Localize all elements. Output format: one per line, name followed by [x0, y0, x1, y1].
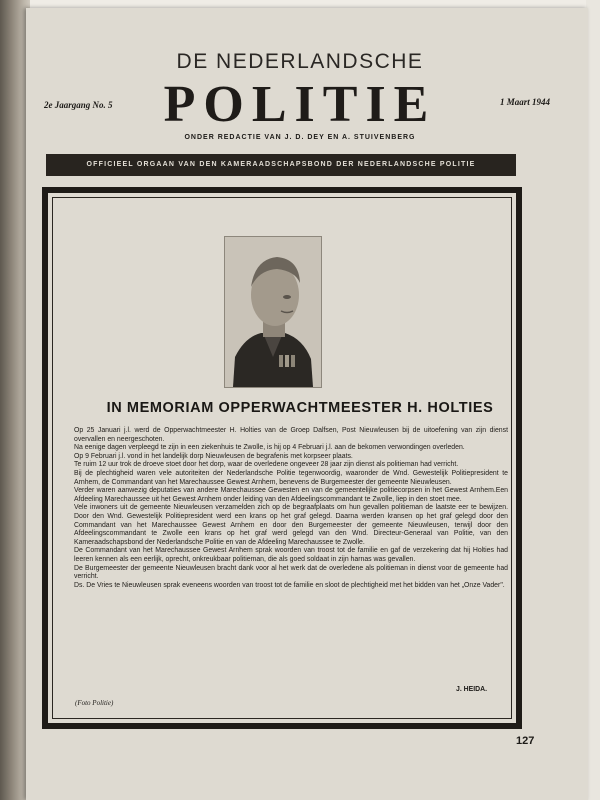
- paragraph: Ds. De Vries te Nieuwleusen sprak eveneens woorden van troost tot de familie en sloot de plechtigheid met het bidden van het „Onze Vader".: [74, 581, 505, 589]
- author-signature: J. HEIDA.: [456, 686, 488, 693]
- paragraph: Te ruim 12 uur trok de droeve stoet door het dorp, waar de overledene ongeveer 28 jaar zijn dienst als politieman had verricht.: [74, 461, 459, 469]
- page-number: 127: [516, 735, 535, 747]
- paragraph: Bij de plechtigheid waren vele autoriteiten der Nederlandsche Politie tegenwoordig, waaronder de Wnd. Gewestelijk Politiepresident te Arnhem, de Commandant van het Marechaussee Gewest Arnhem, benevens de Burgemeester der gemeente Nieuwleusen.: [74, 469, 508, 486]
- paragraph: Na eenige dagen verpleegd te zijn in een ziekenhuis te Zwolle, is hij op 4 Februari j.l. aan de bekomen verwondingen overleden.: [74, 444, 465, 452]
- portrait-image: [225, 237, 321, 387]
- official-organ-banner: OFFICIEEL ORGAAN VAN DEN KAMERAADSCHAPSBOND DER NEDERLANDSCHE POLITIE: [46, 154, 516, 176]
- article-title: IN MEMORIAM OPPERWACHTMEESTER H. HOLTIES: [106, 400, 494, 416]
- paragraph: De Burgemeester der gemeente Nieuwleusen bracht dank voor al het werk dat de overledene als politieman in dienst voor de gemeente had verricht.: [74, 564, 508, 581]
- paragraph: De Commandant van het Marechaussee Gewest Arnhem sprak woorden van troost tot de familie en gaf de verzekering dat hij Holties had leeren kennen als een eerlijk, oprecht, onkreukbaar politieman, die als goed soldaat in zijn harnas was gevallen.: [74, 547, 508, 563]
- photo-credit: (Foto Politie): [75, 699, 114, 707]
- issue-date: 1 Maart 1944: [499, 97, 550, 107]
- masthead-title: POLITIE: [163, 76, 437, 133]
- paragraph: Op 9 Februari j.l. vond in het landelijk dorp Nieuwleusen de begrafenis met korpseer plaats.: [74, 452, 353, 460]
- paragraph: Verder waren aanwezig deputaties van andere Marechaussee Gewesten en van de gemeentelijke politiecorpsen in het Gewest Arnhem.Een Afdeeling Marechaussee uit het Gewest Arnhem onder leiding van den Afdeelingscommandant te Zwolle, liep in den stoet mee.: [74, 487, 508, 503]
- paragraph: Op 25 Januari j.l. werd de Opperwachtmeester H. Holties van de Groep Dalfsen, Post Nieuwleusen bij de uitoefening van zijn dienst overvallen en neergeschoten.: [74, 427, 508, 443]
- editors-line: ONDER REDACTIE VAN J. D. DEY EN A. STUIVENBERG: [184, 134, 416, 141]
- issue-number: 2e Jaargang No. 5: [44, 100, 113, 110]
- paragraph: Vele inwoners uit de gemeente Nieuwleusen verzamelden zich op de begraafplaats om hun gevallen politieman de laatste eer te bewijzen. Door den Wnd. Gewestelijk Politiepresident werd een krans op het graf gelegd. Daarna werden kransen op het graf gelegd door den Commandant van het Marechaussee Gewest Arnhem en door den Burgemeester der gemeente Nieuwleusen, terwijl door den Afdeelingscommandant te Zwolle een krans op het graf werd gelegd van den Wnd. Directeur-Generaal van Politie, van den Kameraadschapsbond der Nederlandsche Politie en van de Afdeeling Marechaussee te Zwolle.: [74, 504, 508, 546]
- masthead-top-line: DE NEDERLANDSCHE: [176, 50, 424, 73]
- portrait-photo: [224, 236, 322, 388]
- article-body: [74, 427, 508, 590]
